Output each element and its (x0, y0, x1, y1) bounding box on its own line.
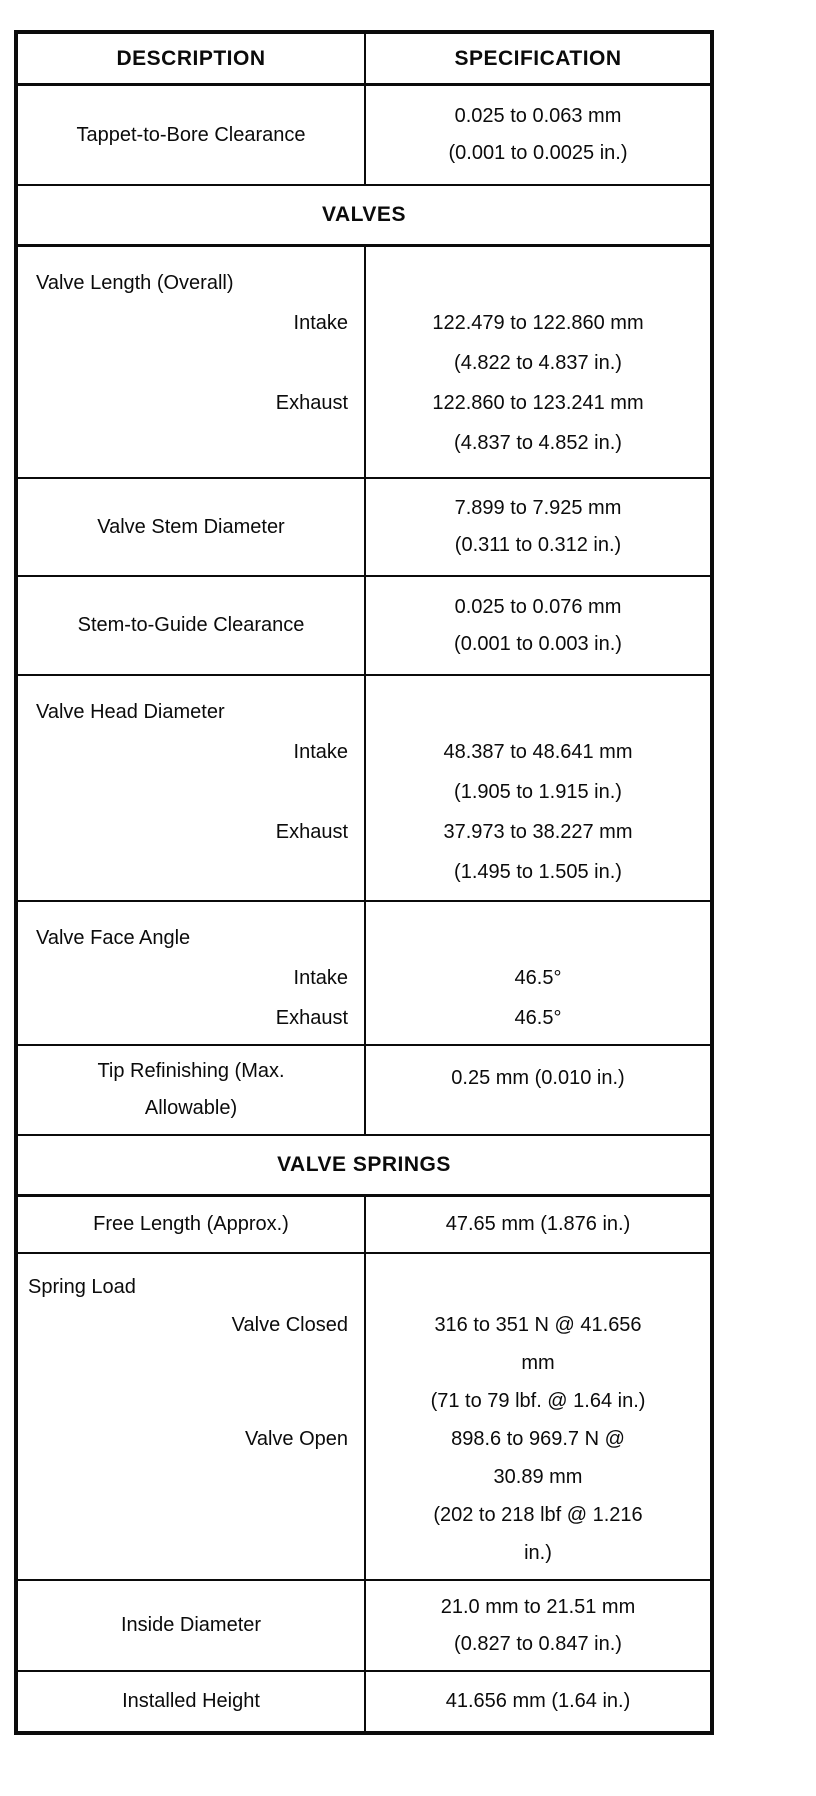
spec-value-in: (0.001 to 0.0025 in.) (448, 142, 628, 164)
description-tip-refinishing (18, 1046, 364, 1134)
intake-spec-mm: 48.387 to 48.641 mm (443, 741, 633, 763)
specification-tappet-to-bore-clearance (364, 86, 710, 184)
spec-value-mm: 0.025 to 0.063 mm (454, 105, 622, 127)
description-valve-stem-diameter (18, 479, 364, 575)
description-text-line2: Allowable) (144, 1097, 238, 1119)
spec-value-mm: 21.0 mm to 21.51 mm (440, 1595, 636, 1618)
section-row-valve-springs (18, 1136, 710, 1197)
row-tappet-to-bore-clearance (18, 86, 710, 186)
intake-angle: 46.5° (514, 967, 562, 989)
specification-table (14, 30, 714, 1735)
spec-value: 47.65 mm (1.876 in.) (445, 1213, 631, 1235)
open-spec-line4: in.) (524, 1542, 552, 1564)
sub-label-valve-open: Valve Open (244, 1428, 348, 1450)
spec-value: 0.25 mm (0.010 in.) (451, 1067, 625, 1089)
exhaust-spec-in: (1.495 to 1.505 in.) (454, 861, 622, 883)
column-header-description: DESCRIPTION (116, 46, 266, 70)
sub-label-valve-closed: Valve Closed (231, 1314, 348, 1336)
sub-label-exhaust: Exhaust (275, 821, 348, 843)
specification-valve-head-diameter (364, 676, 710, 900)
description-text-line1: Tip Refinishing (Max. (97, 1060, 285, 1082)
specification-valve-length-overall (364, 247, 710, 477)
open-spec-line1: 898.6 to 969.7 N @ (451, 1428, 625, 1450)
specification-installed-height (364, 1672, 710, 1731)
table-header-row (18, 34, 710, 86)
intake-spec-in: (4.822 to 4.837 in.) (454, 352, 622, 374)
row-valve-head-diameter (18, 676, 710, 902)
open-spec-line2: 30.89 mm (493, 1466, 583, 1488)
sub-label-exhaust: Exhaust (275, 392, 348, 414)
row-valve-face-angle (18, 902, 710, 1046)
description-spring-load (18, 1254, 364, 1579)
specification-stem-to-guide-clearance (364, 577, 710, 674)
spec-value-mm: 0.025 to 0.076 mm (454, 595, 622, 618)
specification-valve-face-angle (364, 902, 710, 1044)
specification-free-length (364, 1197, 710, 1252)
description-free-length (18, 1197, 364, 1252)
specification-inside-diameter (364, 1581, 710, 1670)
spec-value: 41.656 mm (1.64 in.) (445, 1690, 631, 1712)
closed-spec-line1: 316 to 351 N @ 41.656 (434, 1314, 642, 1336)
description-installed-height (18, 1672, 364, 1731)
intake-spec-mm: 122.479 to 122.860 mm (432, 312, 644, 334)
row-inside-diameter (18, 1581, 710, 1672)
description-text: Installed Height (122, 1690, 260, 1712)
row-free-length (18, 1197, 710, 1254)
description-valve-head-diameter (18, 676, 364, 900)
group-label: Valve Head Diameter (36, 701, 225, 723)
description-stem-to-guide-clearance (18, 577, 364, 674)
description-tappet-to-bore-clearance (18, 86, 364, 184)
row-valve-stem-diameter (18, 479, 710, 577)
spec-value-in: (0.827 to 0.847 in.) (454, 1632, 622, 1655)
sub-label-intake: Intake (293, 967, 348, 989)
row-spring-load (18, 1254, 710, 1581)
closed-spec-line3: (71 to 79 lbf. @ 1.64 in.) (430, 1390, 646, 1412)
description-text: Stem-to-Guide Clearance (77, 614, 305, 636)
spec-value-mm: 7.899 to 7.925 mm (454, 497, 622, 519)
description-text: Valve Stem Diameter (97, 515, 285, 538)
column-header-specification: SPECIFICATION (364, 34, 710, 83)
description-text: Free Length (Approx.) (93, 1213, 289, 1235)
exhaust-angle: 46.5° (514, 1007, 562, 1029)
description-inside-diameter (18, 1581, 364, 1670)
sub-label-intake: Intake (293, 312, 348, 334)
description-text: Tappet-to-Bore Clearance (76, 123, 306, 146)
sub-label-intake: Intake (293, 741, 348, 763)
exhaust-spec-mm: 37.973 to 38.227 mm (443, 821, 633, 843)
group-label: Spring Load (28, 1276, 136, 1298)
exhaust-spec-mm: 122.860 to 123.241 mm (432, 392, 644, 414)
spec-value-in: (0.001 to 0.003 in.) (454, 632, 622, 655)
section-title-valves: VALVES (322, 203, 406, 226)
description-valve-length-overall (18, 247, 364, 477)
group-label: Valve Length (Overall) (36, 272, 234, 294)
row-valve-length-overall (18, 247, 710, 479)
row-tip-refinishing (18, 1046, 710, 1136)
sub-label-exhaust: Exhaust (275, 1007, 348, 1029)
row-stem-to-guide-clearance (18, 577, 710, 676)
closed-spec-line2: mm (521, 1352, 555, 1374)
section-title-valve-springs: VALVE SPRINGS (277, 1153, 451, 1176)
row-installed-height (18, 1672, 710, 1731)
specification-spring-load (364, 1254, 710, 1579)
section-row-valves (18, 186, 710, 247)
specification-tip-refinishing (364, 1046, 710, 1134)
spec-value-in: (0.311 to 0.312 in.) (454, 534, 622, 556)
specification-valve-stem-diameter (364, 479, 710, 575)
intake-spec-in: (1.905 to 1.915 in.) (454, 781, 622, 803)
description-text: Inside Diameter (120, 1614, 262, 1636)
open-spec-line3: (202 to 218 lbf @ 1.216 (433, 1504, 643, 1526)
exhaust-spec-in: (4.837 to 4.852 in.) (454, 432, 622, 454)
description-valve-face-angle (18, 902, 364, 1044)
group-label: Valve Face Angle (36, 927, 191, 949)
